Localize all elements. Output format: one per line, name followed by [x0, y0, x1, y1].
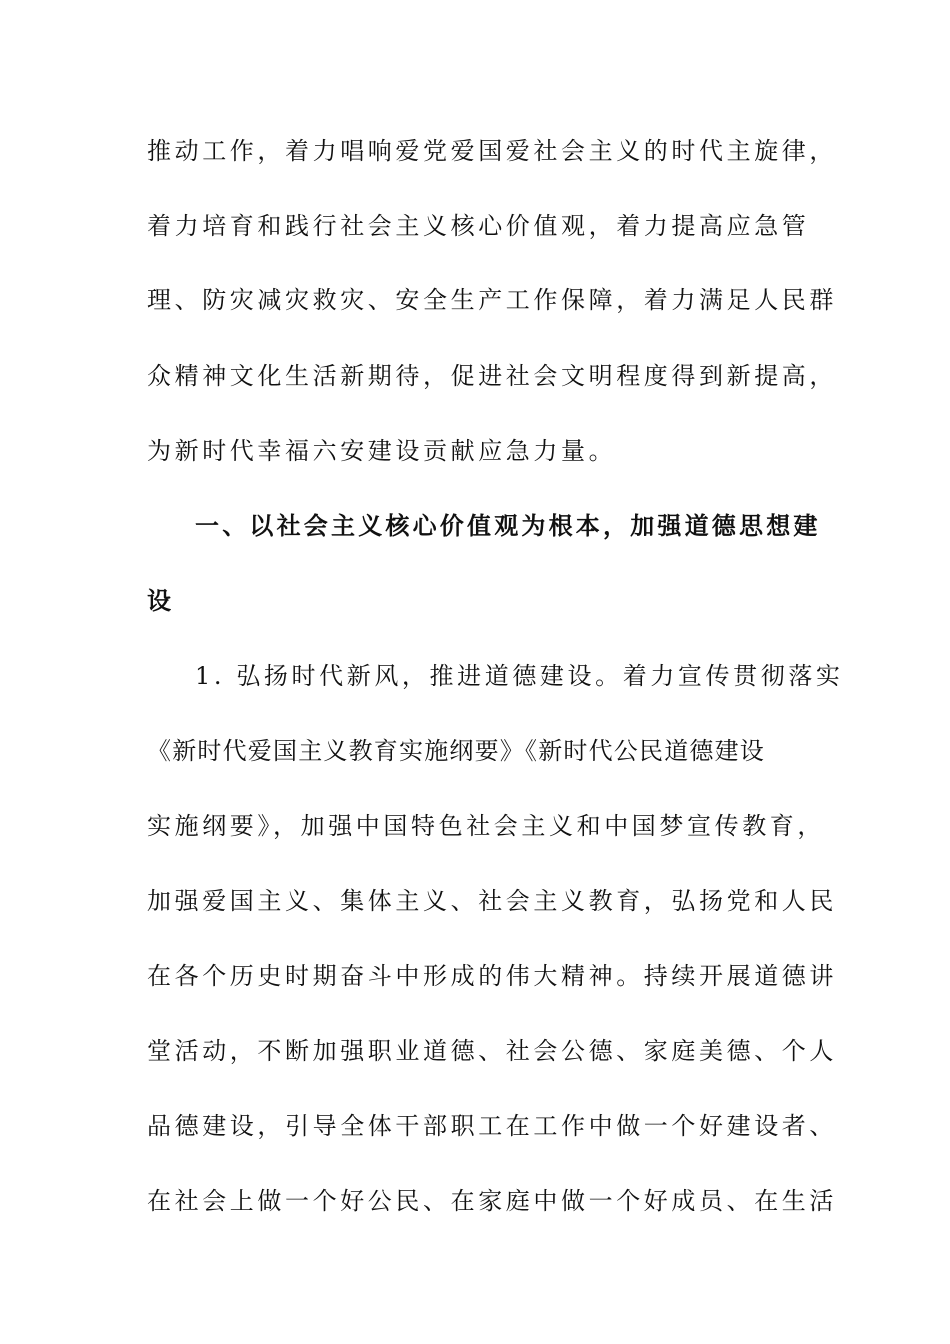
paragraph-1-line-3: 实施纲要》，加强中国特色社会主义和中国梦宣传教育，: [147, 812, 825, 840]
paragraph-1-line-1: 1. 弘扬时代新风，推进道德建设。着力宣传贯彻落实: [195, 662, 844, 690]
intro-line-1: 推动工作，着力唱响爱党爱国爱社会主义的时代主旋律，: [147, 137, 837, 165]
intro-line-3: 理、防灾减灾救灾、安全生产工作保障，着力满足人民群: [147, 286, 837, 314]
paragraph-1-line-8: 在社会上做一个好公民、在家庭中做一个好成员、在生活: [147, 1187, 837, 1215]
paragraph-1-line-7: 品德建设，引导全体干部职工在工作中做一个好建设者、: [147, 1112, 837, 1140]
intro-line-5: 为新时代幸福六安建设贡献应急力量。: [147, 437, 617, 465]
paragraph-1-line-4: 加强爱国主义、集体主义、社会主义教育，弘扬党和人民: [147, 887, 837, 915]
paragraph-1-line-6: 堂活动，不断加强职业道德、社会公德、家庭美德、个人: [147, 1037, 837, 1065]
section-heading-line-2: 设: [147, 586, 175, 615]
intro-line-4: 众精神文化生活新期待，促进社会文明程度得到新提高，: [147, 362, 837, 390]
paragraph-1-line-2: 《新时代爱国主义教育实施纲要》《新时代公民道德建设: [147, 737, 765, 765]
section-heading-line-1: 一、以社会主义核心价值观为根本，加强道德思想建: [195, 511, 821, 540]
paragraph-1-line-5: 在各个历史时期奋斗中形成的伟大精神。持续开展道德讲: [147, 962, 837, 990]
intro-line-2: 着力培育和践行社会主义核心价值观，着力提高应急管: [147, 212, 810, 240]
